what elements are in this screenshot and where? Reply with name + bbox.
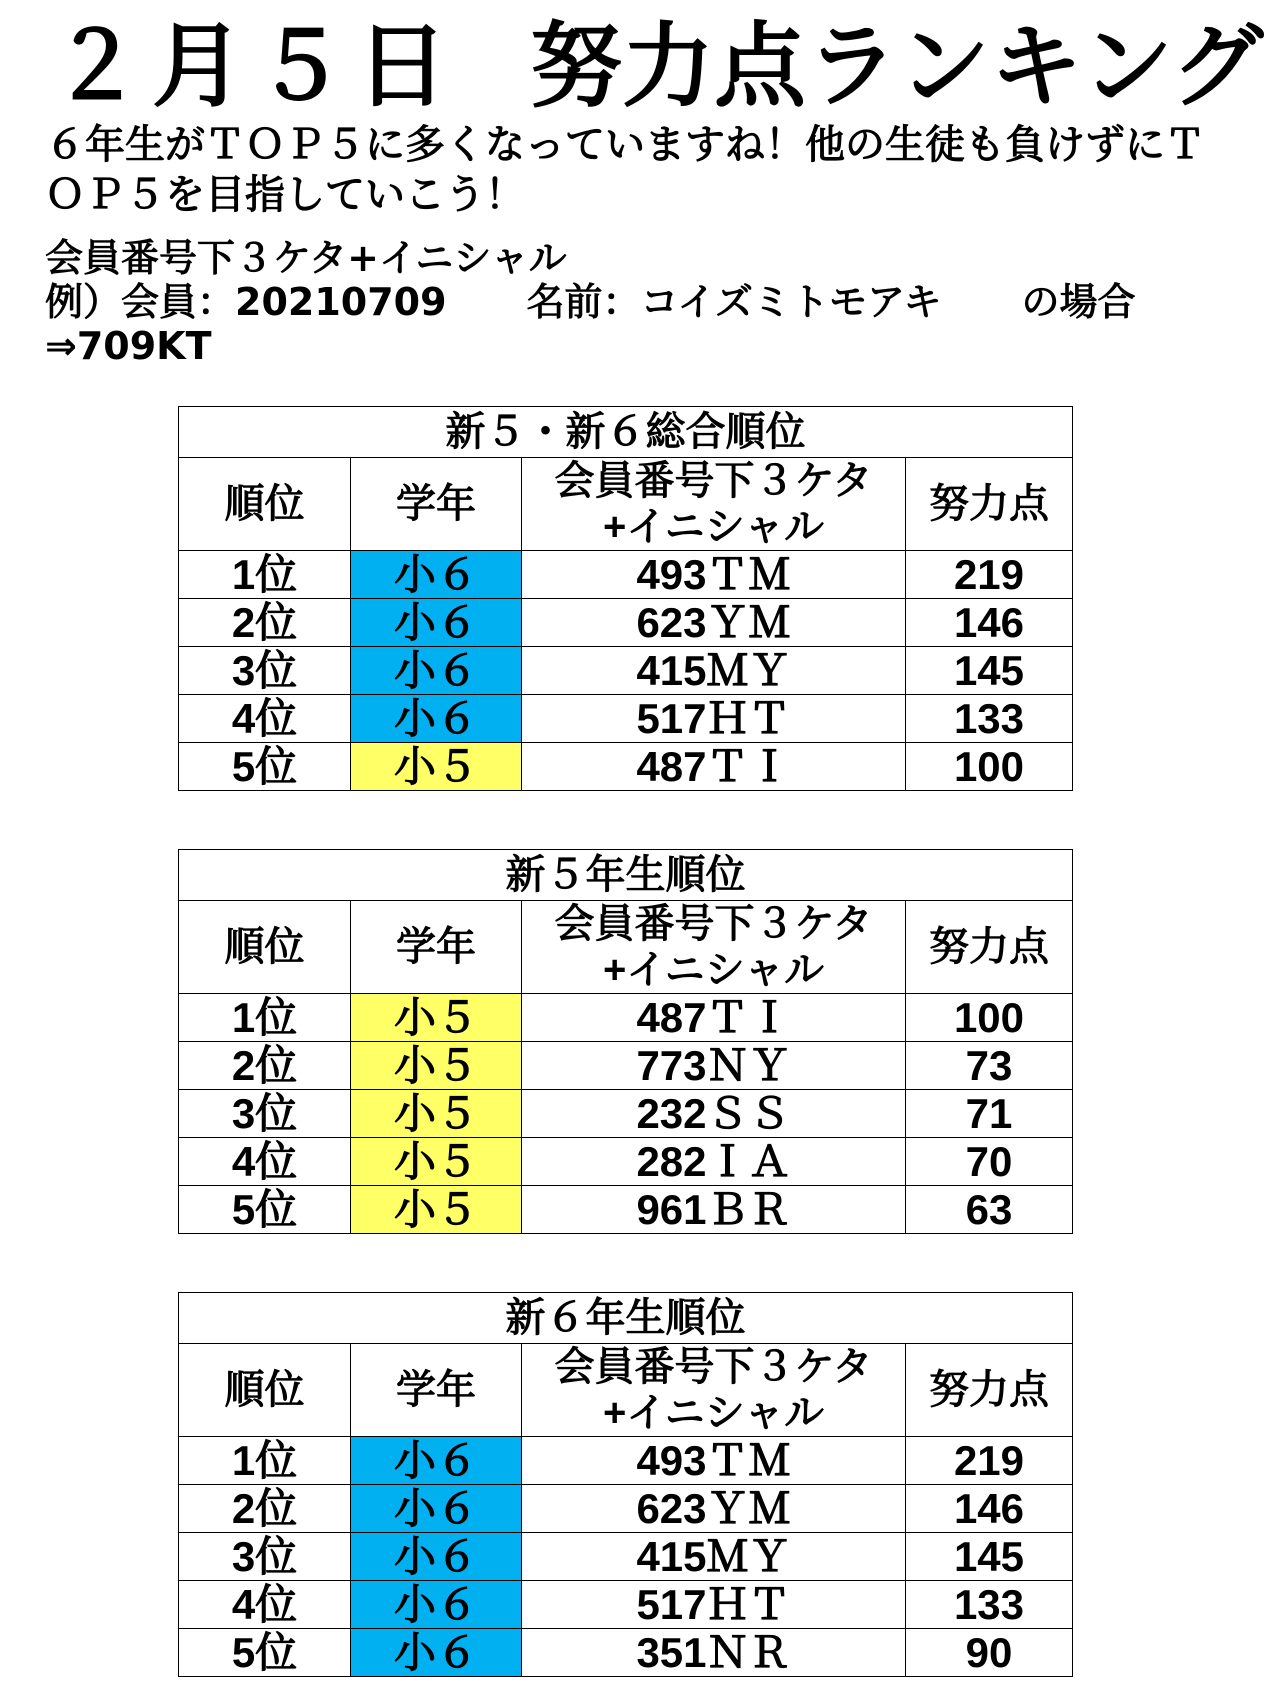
points-cell: 145 <box>906 647 1073 695</box>
grade-cell: 小６ <box>351 1437 522 1485</box>
header-grade: 学年 <box>351 458 522 551</box>
rule-description: 会員番号下３ケタ+イニシャル <box>45 236 567 280</box>
table-row <box>179 551 1073 599</box>
points-cell: 71 <box>906 1090 1073 1138</box>
header-rank: 順位 <box>179 901 351 994</box>
header-member-line2: +イニシャル <box>603 1391 824 1435</box>
rank-cell: 1位 <box>179 994 351 1042</box>
table-title: 新５・新６総合順位 <box>179 407 1073 458</box>
grade-cell: 小５ <box>351 1138 522 1186</box>
header-member-line2: +イニシャル <box>603 505 824 549</box>
header-member <box>522 901 906 994</box>
ranking-table-overall <box>178 406 1073 791</box>
grade-cell: 小６ <box>351 1485 522 1533</box>
header-grade: 学年 <box>351 1344 522 1437</box>
grade-cell: 小６ <box>351 1581 522 1629</box>
points-cell: 63 <box>906 1186 1073 1234</box>
rule-example <box>45 280 1245 324</box>
table-row <box>179 1437 1073 1485</box>
header-rank: 順位 <box>179 1344 351 1437</box>
example-member: 例）会員：20210709 <box>45 280 447 324</box>
header-member-line1: 会員番号下３ケタ <box>554 902 873 946</box>
points-cell: 90 <box>906 1629 1073 1677</box>
header-member-line1: 会員番号下３ケタ <box>554 459 873 503</box>
header-member <box>522 1344 906 1437</box>
grade-cell: 小５ <box>351 1042 522 1090</box>
ranking-table-grade6 <box>178 1292 1073 1677</box>
member-cell: 415ＭＹ <box>522 1533 906 1581</box>
points-cell: 70 <box>906 1138 1073 1186</box>
header-points: 努力点 <box>906 458 1073 551</box>
header-grade: 学年 <box>351 901 522 994</box>
example-result: ⇒709KT <box>45 324 212 368</box>
points-cell: 133 <box>906 695 1073 743</box>
rank-cell: 2位 <box>179 1485 351 1533</box>
points-cell: 145 <box>906 1533 1073 1581</box>
example-name: 名前：コイズミトモアキ <box>526 280 942 324</box>
member-cell: 517ＨＴ <box>522 695 906 743</box>
points-cell: 100 <box>906 743 1073 791</box>
member-cell: 517ＨＴ <box>522 1581 906 1629</box>
grade-cell: 小５ <box>351 994 522 1042</box>
member-cell: 351ＮＲ <box>522 1629 906 1677</box>
member-cell: 415ＭＹ <box>522 647 906 695</box>
grade-cell: 小５ <box>351 1186 522 1234</box>
table-title: 新６年生順位 <box>179 1293 1073 1344</box>
member-cell: 232ＳＳ <box>522 1090 906 1138</box>
points-cell: 219 <box>906 1437 1073 1485</box>
points-cell: 100 <box>906 994 1073 1042</box>
grade-cell: 小６ <box>351 647 522 695</box>
rank-cell: 5位 <box>179 1186 351 1234</box>
table-row <box>179 1090 1073 1138</box>
table-row <box>179 1138 1073 1186</box>
table-row <box>179 1581 1073 1629</box>
rank-cell: 1位 <box>179 551 351 599</box>
heading-date: ２月５日 <box>50 13 459 120</box>
grade-cell: 小６ <box>351 599 522 647</box>
member-cell: 623ＹＭ <box>522 1485 906 1533</box>
rank-cell: 4位 <box>179 1581 351 1629</box>
header-points: 努力点 <box>906 901 1073 994</box>
grade-cell: 小６ <box>351 1629 522 1677</box>
rank-cell: 5位 <box>179 743 351 791</box>
member-cell: 623ＹＭ <box>522 599 906 647</box>
member-cell: 282ＩＡ <box>522 1138 906 1186</box>
page-heading <box>50 12 1264 122</box>
grade-cell: 小６ <box>351 551 522 599</box>
points-cell: 219 <box>906 551 1073 599</box>
grade-cell: 小５ <box>351 743 522 791</box>
table-row <box>179 1629 1073 1677</box>
rank-cell: 1位 <box>179 1437 351 1485</box>
table-row <box>179 1533 1073 1581</box>
example-case: の場合 <box>1021 280 1136 324</box>
table-row <box>179 1485 1073 1533</box>
table-row <box>179 695 1073 743</box>
member-cell: 961ＢＲ <box>522 1186 906 1234</box>
header-member <box>522 458 906 551</box>
grade-cell: 小６ <box>351 695 522 743</box>
rank-cell: 3位 <box>179 647 351 695</box>
grade-cell: 小６ <box>351 1533 522 1581</box>
header-member-line1: 会員番号下３ケタ <box>554 1345 873 1389</box>
heading-title: 努力点ランキング <box>530 13 1264 120</box>
rank-cell: 5位 <box>179 1629 351 1677</box>
rank-cell: 4位 <box>179 1138 351 1186</box>
table-row <box>179 647 1073 695</box>
table-title: 新５年生順位 <box>179 850 1073 901</box>
ranking-table-grade5 <box>178 849 1073 1234</box>
header-rank: 順位 <box>179 458 351 551</box>
rank-cell: 3位 <box>179 1533 351 1581</box>
rank-cell: 4位 <box>179 695 351 743</box>
rank-cell: 2位 <box>179 1042 351 1090</box>
points-cell: 133 <box>906 1581 1073 1629</box>
points-cell: 146 <box>906 1485 1073 1533</box>
member-cell: 487ＴＩ <box>522 743 906 791</box>
points-cell: 73 <box>906 1042 1073 1090</box>
rank-cell: 3位 <box>179 1090 351 1138</box>
table-row <box>179 1186 1073 1234</box>
header-points: 努力点 <box>906 1344 1073 1437</box>
grade-cell: 小５ <box>351 1090 522 1138</box>
header-member-line2: +イニシャル <box>603 948 824 992</box>
table-row <box>179 1042 1073 1090</box>
member-cell: 487ＴＩ <box>522 994 906 1042</box>
member-cell: 493ＴＭ <box>522 1437 906 1485</box>
member-cell: 773ＮＹ <box>522 1042 906 1090</box>
points-cell: 146 <box>906 599 1073 647</box>
member-code-rule <box>45 236 1245 368</box>
rank-cell: 2位 <box>179 599 351 647</box>
member-cell: 493ＴＭ <box>522 551 906 599</box>
table-row <box>179 743 1073 791</box>
table-row <box>179 994 1073 1042</box>
table-row <box>179 599 1073 647</box>
intro-message: ６年生がＴＯＰ５に多くなっていますね！他の生徒も負けずにＴＯＰ５を目指していこう！ <box>45 122 1205 218</box>
